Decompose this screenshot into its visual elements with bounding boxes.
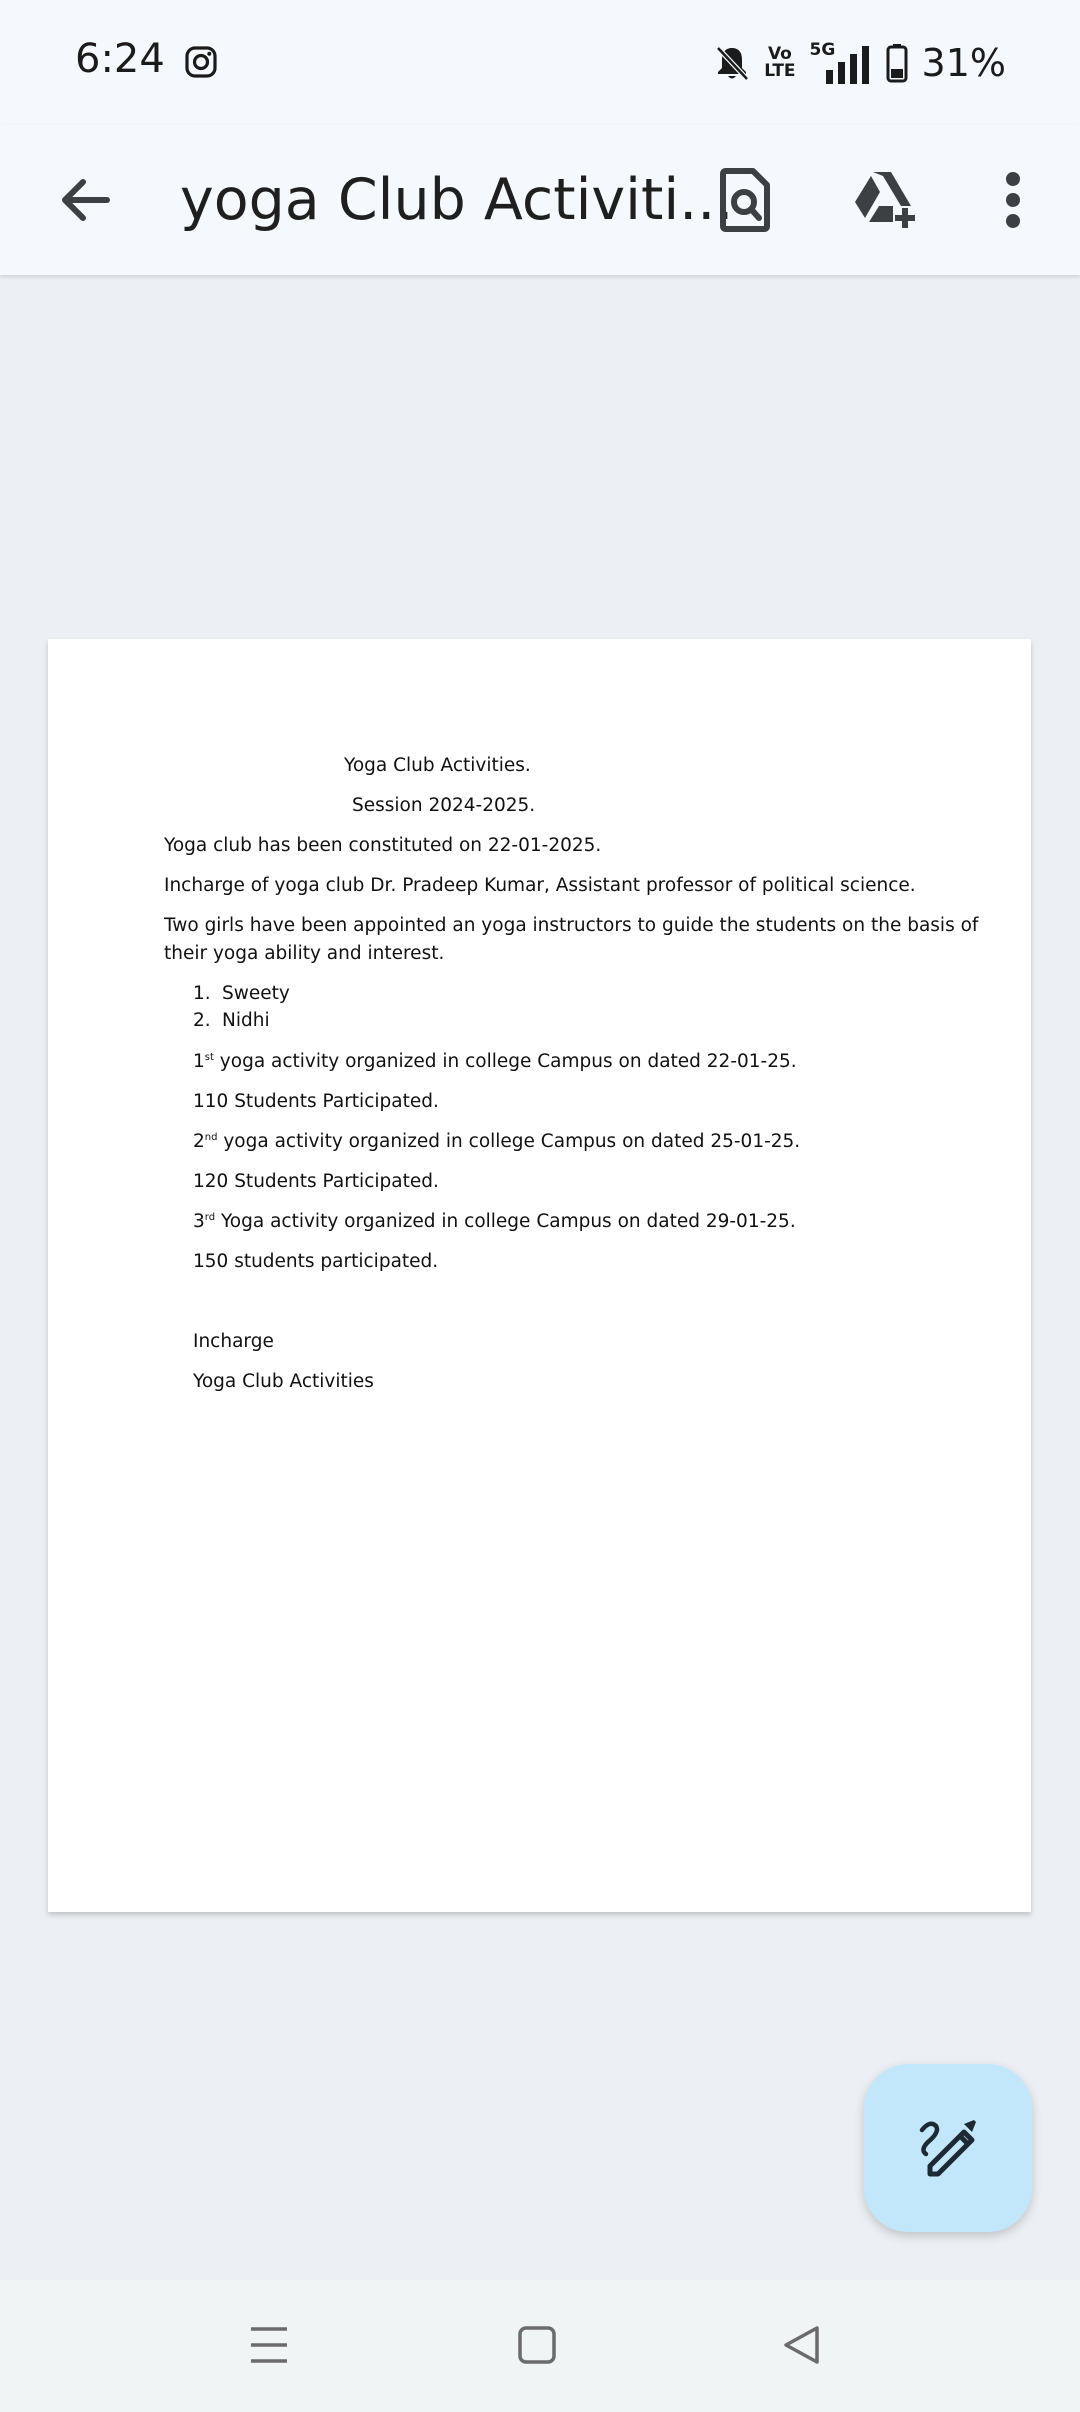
nav-back-triangle-icon bbox=[782, 2325, 822, 2365]
edit-pen-icon bbox=[916, 2116, 980, 2180]
add-to-drive-icon bbox=[853, 170, 921, 230]
ordinal-number: 3 bbox=[193, 1211, 205, 1232]
list-text: Nidhi bbox=[222, 1010, 270, 1031]
find-in-document-button[interactable] bbox=[700, 155, 790, 245]
more-options-button[interactable] bbox=[968, 155, 1058, 245]
cell-signal bbox=[810, 40, 872, 86]
app-bar bbox=[0, 125, 1080, 275]
volte-label-bottom: LTE bbox=[764, 61, 796, 81]
doc-signature-incharge: Incharge bbox=[193, 1331, 274, 1352]
doc-participants-2: 120 Students Participated. bbox=[193, 1171, 439, 1192]
doc-activity-3 bbox=[193, 1211, 796, 1232]
activity-text: yoga activity organized in college Campus on dated 25-01-25. bbox=[217, 1131, 801, 1152]
recents-menu-icon bbox=[249, 2325, 289, 2365]
status-icons bbox=[714, 38, 1006, 88]
arrow-back-icon bbox=[57, 172, 113, 228]
ordinal-suffix: rd bbox=[204, 1212, 216, 1223]
recents-button[interactable] bbox=[229, 2310, 309, 2380]
doc-session: Session 2024-2025. bbox=[352, 795, 536, 816]
status-bar bbox=[0, 0, 1080, 125]
list-item bbox=[193, 983, 290, 1004]
ordinal-number: 2 bbox=[193, 1131, 205, 1152]
bell-off-icon bbox=[714, 44, 750, 82]
list-number: 2. bbox=[193, 1010, 211, 1031]
list-text: Sweety bbox=[222, 983, 290, 1004]
battery-percent: 31% bbox=[921, 41, 1006, 85]
signal-bars-icon bbox=[824, 46, 872, 86]
doc-paragraph-instructors-2: their yoga ability and interest. bbox=[164, 943, 445, 964]
activity-text: yoga activity organized in college Campus on dated 22-01-25. bbox=[213, 1051, 797, 1072]
edit-fab-button[interactable] bbox=[864, 2064, 1032, 2232]
ordinal-suffix: nd bbox=[204, 1132, 218, 1143]
activity-text: Yoga activity organized in college Campus on dated 29-01-25. bbox=[215, 1211, 796, 1232]
nav-back-button[interactable] bbox=[762, 2310, 842, 2380]
navigation-bar bbox=[0, 2280, 1080, 2412]
doc-activity-2 bbox=[193, 1131, 800, 1152]
ordinal-number: 1 bbox=[193, 1051, 205, 1072]
doc-signature-club: Yoga Club Activities bbox=[193, 1371, 374, 1392]
battery-icon bbox=[886, 43, 908, 83]
doc-participants-3: 150 students participated. bbox=[193, 1251, 439, 1272]
document-title: yoga Club Activiti... bbox=[180, 167, 734, 233]
doc-activity-1 bbox=[193, 1051, 797, 1072]
ordinal-suffix: st bbox=[204, 1052, 214, 1063]
home-square-icon bbox=[517, 2325, 557, 2365]
doc-participants-1: 110 Students Participated. bbox=[193, 1091, 439, 1112]
instagram-icon bbox=[184, 45, 218, 79]
more-vert-icon bbox=[1003, 170, 1023, 230]
back-button[interactable] bbox=[40, 155, 130, 245]
volte-label-top: Vo bbox=[767, 44, 792, 64]
list-item bbox=[193, 1010, 270, 1031]
doc-paragraph-instructors-1: Two girls have been appointed an yoga instructors to guide the students on the basis of bbox=[164, 915, 979, 936]
list-number: 1. bbox=[193, 983, 211, 1004]
doc-paragraph-constituted: Yoga club has been constituted on 22-01-2025. bbox=[164, 835, 602, 856]
status-time: 6:24 bbox=[75, 36, 165, 82]
doc-paragraph-incharge: Incharge of yoga club Dr. Pradeep Kumar, Assistant professor of political science. bbox=[164, 875, 916, 896]
network-type-label: 5G bbox=[809, 40, 836, 60]
volte-indicator bbox=[764, 46, 795, 80]
doc-heading: Yoga Club Activities. bbox=[344, 755, 531, 776]
find-in-document-icon bbox=[717, 168, 773, 232]
home-button[interactable] bbox=[497, 2310, 577, 2380]
document-page[interactable] bbox=[48, 639, 1031, 1912]
add-to-drive-button[interactable] bbox=[842, 155, 932, 245]
